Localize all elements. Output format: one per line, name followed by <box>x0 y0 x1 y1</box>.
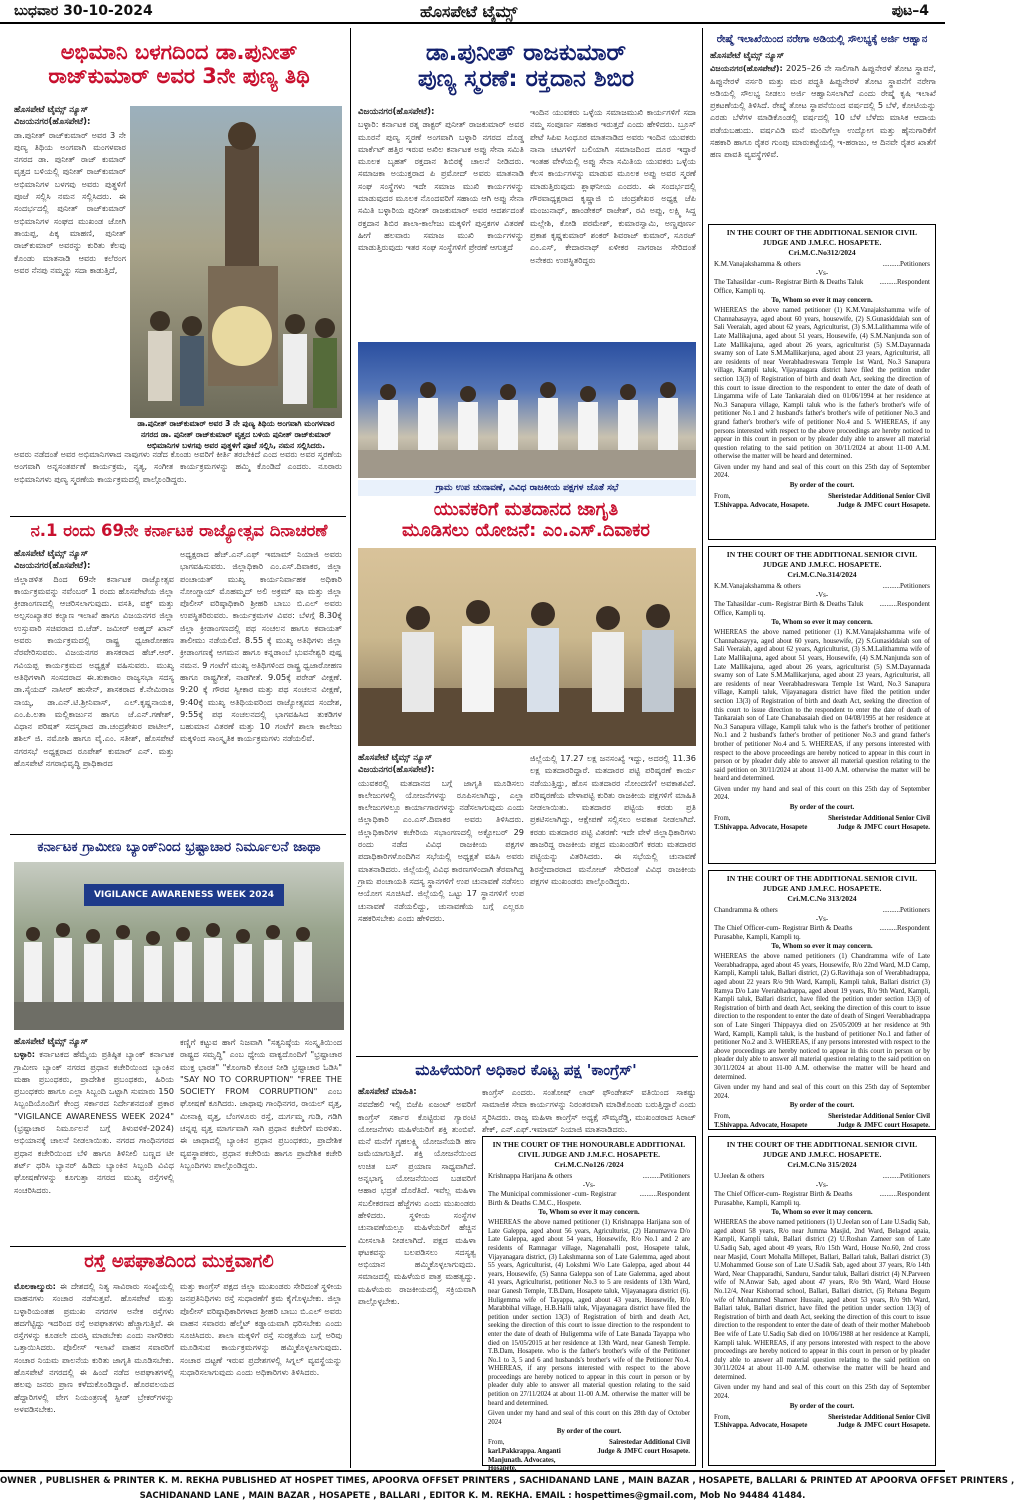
column-rule <box>702 28 703 1468</box>
article-8-body: ಹೊಸಪೇಟೆ ಟೈಮ್ಸ್ ನ್ಯೂಸ್ ವಿಜಯನಗರ(ಹೊಸಪೇಟೆ): 2025–26 ನೇ ಸಾಲಿಗಾಗಿ ಹಿಪ್ಪುನೇರಳೆ ತೋಟ ಸ್ಥಾಪನೆ, ಹಿಪ್ಪುನೇರಳೆ ನರ್ಸರಿ ಮತ್ತು ಮರ ಪದ್ಧತಿ ಹಿಪ್ಪುನೇರಳೆ ತೋಟ ಸ್ಥಾಪನೆಗೆ ನರೇಗಾ ಅಡಿಯಲ್ಲಿ ಸೌಲಭ್ಯ ನೀಡಲು ಅರ್ಜಿ ಆಹ್ವಾನಿಸಲಾಗಿದೆ ಎಂದು ರೇಷ್ಮೆ ಕೃಷಿ ಇಲಾಖೆ ಪ್ರಕಟಣೆಯಲ್ಲಿ ತಿಳಿಸಿದೆ. ರೇಷ್ಮೆ ತೋಟ ಸ್ಥಾಪನೆಯಿಂದ ವರ್ಷದಲ್ಲಿ 5 ಬೆಳೆ, ಕೋಟಿಯನ್ನು ಎರಡು ಬೆಳೆಗಳ ಮಾಡಿಕೊಂಡಲ್ಲಿ ವರ್ಷದಲ್ಲಿ 10 ಬೆಳೆ ಬೆಳೆದು ಮಾಸಿಕ ಆದಾಯ ಪಡೆಯಬಹುದು. ವರ್ಷವಿಡಿ ಮನೆ ಮಂದಿಗೆಲ್ಲಾ ಉದ್ಯೋಗ ಮತ್ತು ಹೈನುಗಾರಿಕೆಗೆ ಸಹಕಾರಿ ಹಾಗೂ ರೈತರ ಗುಂಪು ಮಾರುಕಟ್ಟೆಯಲ್ಲಿ ಇ-ಹರಾಜು, ಆ ದಿನವೇ ರೈತರ ಖಾತೆಗೆ ಹಣ ಪಾವತಿ ವ್ಯವಸ್ಥೆಗಳಿವೆ. <box>710 51 936 160</box>
footer-line-2: SACHIDANAND LANE , MAIN BAZAR , HOSAPETE , BALLARI , EDITOR K. M. REKHA. EMAIL : hospettimes@gmail.com, Mob No 94484 41484. <box>139 1491 806 1501</box>
article-6-headline: ಯುವಕರಿಗೆ ಮತದಾನದ ಜಾಗೃತಿ ಮೂಡಿಸಲು ಯೋಜನೆ: ಎಂ.ಎಸ್.ದಿವಾಕರ <box>402 499 650 541</box>
article-2-headline: ನ.1 ರಂದು 69ನೇ ಕರ್ನಾಟಕ ರಾಜ್ಯೋತ್ಸವ ದಿನಾಚರಣೆ <box>30 521 328 540</box>
article-7-headline: ಮಹಿಳೆಯರಿಗೆ ಅಧಿಕಾರ ಕೊಟ್ಟ ಪಕ್ಷ 'ಕಾಂಗ್ರೆಸ್' <box>415 1061 637 1079</box>
article-5-column-1: ವಿಜಯನಗರ(ಹೊಸಪೇಟೆ): ಬಳ್ಳಾರಿ: ಕರ್ನಾಟಕ ರತ್ನ ಡಾಕ್ಟರ್ ಪುನೀತ್ ರಾಜಕುಮಾರ್ ಅವರ ಮೂರನೆ ಪುಣ್ಯ ಸ್ಮರಣೆ ಅಂಗವಾಗಿ ಬಳ್ಳಾರಿ ನಗರದ ದೊಡ್ಡ ಮಾರ್ಕೆಟ್ ಹತ್ತಿರ ಇರುವ ಅಖಿಲ ಕರ್ನಾಟಕ ಅಪ್ಪು ಸೇನಾ ಸಮಿತಿ ಮೂಲಕ ಬೃಹತ್ ರಕ್ತದಾನ ಶಿಬಿರಕ್ಕೆ ಚಾಲನೆ ನೀಡಿದರು. ಸಮಾಜಕಾ ಅಯುಕ್ತರಾದ ಪಿ ಪ್ರಮೋದ್ ಅವರು ಮಾತನಾಡಿ ಸಂಘ ಸಂಸ್ಥೆಗಳು ಇದೇ ಸಮಾಜ ಮುಖಿ ಕಾರ್ಯಗಳನ್ನು ಮಾಡುವುದರ ಮೂಲಕ ನೊಂದವರಿಗೆ ಸಹಾಯ ಆಗಿ ಅಪ್ಪು ಸೇನಾ ಸಮಿತಿ ಬಳ್ಳಾರಿಯ ಪುನೀತ್ ರಾಜಕುಮಾರ್ ಅವರ ಆದರ್ಶದಂತೆ ರಕ್ತದಾನ ಶಿಬಿರ ಶಾಲಾ-ಕಾಲೇಜು ಮಕ್ಕಳಿಗೆ ಪುಸ್ತಕಗಳ ವಿತರಣೆ ಹೀಗೆ ಹಲವಾರು ಸಮಾಜ ಮುಖಿ ಕಾರ್ಯಗಳನ್ನು ಮಾಡುತ್ತಿರುವುದು ಇತರ ಸಂಘ ಸಂಸ್ಥೆಗಳಿಗೆ ಪ್ರೇರಣೆ ಆಗುತ್ತದೆ <box>358 107 524 253</box>
photo-banner: VIGILANCE AWARENESS WEEK 2024 <box>84 884 284 906</box>
section-rule <box>10 1246 346 1247</box>
article-5-headline: ಡಾ.ಪುನೀತ್ ರಾಜಕುಮಾರ್ ಪುಣ್ಯ ಸ್ಮರಣೆ: ರಕ್ತದಾನ ಶಿಬಿರ <box>417 40 635 93</box>
article-2-column-2: ಅಧ್ಯಕ್ಷರಾದ ಹೆಚ್.ಎನ್.ಎಫ್ ಇಮಾಮ್ ನಿಯಾಜಿ ಅವರು ಭಾಗವಹಿಸುವರು. ಜಿಲ್ಲಾಧಿಕಾರಿ ಎಂ.ಎಸ್.ದಿವಾಕರ, ಜಿಲ್ಲಾ ಪಂಚಾಯತ್ ಮುಖ್ಯ ಕಾರ್ಯನಿರ್ವಾಹಕ ಅಧಿಕಾರಿ ನೋಂಗ್ಜಾಯ್ ಮೊಹಮ್ಮದ್ ಅಲಿ ಅಕ್ರಮ್ ಷಾ ಮತ್ತು ಜಿಲ್ಲಾ ಪೊಲೀಸ್ ವರಿಷ್ಠಾಧಿಕಾರಿ ಶ್ರೀಹರಿ ಬಾಬು ಬಿ.ಎಲ್ ಅವರು ಉಪಸ್ಥಿತರಿರುವರು. ಕಾರ್ಯಕ್ರಮಗಳ ವಿವರ: ಬೆಳಗ್ಗೆ 8.30ಕ್ಕೆ ಜಿಲ್ಲಾ ಕ್ರೀಡಾಂಗಣದಲ್ಲಿ ಪಥ ಸಂಚಲನ ಹಾಗೂ ಕವಾಯತ್ ತಾಲೀಮು ನಡೆಯಲಿದೆ. 8.55 ಕ್ಕೆ ಮುಖ್ಯ ಅತಿಥಿಗಳು ಜಿಲ್ಲಾ ಕ್ರೀಡಾಂಗಣಕ್ಕೆ ಆಗಮನ ಹಾಗೂ ಕನ್ನಡಾಂಬೆ ಭುವನೇಶ್ವರಿ ಪುಷ್ಪ ನಮನ. 9 ಗಂಟೆಗೆ ಮುಖ್ಯ ಅತಿಥಿಗಳಿಂದ ರಾಷ್ಟ್ರ ಧ್ವಜಾರೋಹಣ ಹಾಗೂ ರಾಷ್ಟ್ರಗೀತೆ, ನಾಡಗೀತೆ. 9.05ಕ್ಕೆ ಪರೇಡ್ ವೀಕ್ಷಣೆ. 9:20 ಕ್ಕೆ ಗೌರವ ಸ್ವೀಕಾರ ಮತ್ತು ಪಥ ಸಂಚಲನ ವೀಕ್ಷಣೆ, 9:40ಕ್ಕೆ ಮುಖ್ಯ ಅತಿಥಿಯವರಿಂದ ರಾಜ್ಯೋತ್ಸವದ ಸಂದೇಶ, 9:55ಕ್ಕೆ ಪಥ ಸಂಚಲನದಲ್ಲಿ ಭಾಗವಹಿಸಿದ ತುಕಡಿಗಳ ಬಹುಮಾನ ವಿತರಣೆ ಮತ್ತು 10 ಗಂಟೆಗೆ ಶಾಲಾ ಕಾಲೇಜು ಮಕ್ಕಳಿಂದ ಸಾಂಸ್ಕೃತಿಕ ಕಾರ್ಯಕ್ರಮಗಳು ನಡೆಯಲಿವೆ. <box>180 549 342 744</box>
article-1-photo <box>130 106 342 418</box>
article-1-caption: ಡಾ.ಪುನೀತ್ ರಾಜ್‌ಕುಮಾರ್ ಅವರ 3 ನೇ ಪುಣ್ಯ ತಿಥಿಯ ಅಂಗವಾಗಿ ಮಂಗಳವಾರ ನಗರದ ಡಾ. ಪುನೀತ್ ರಾಜ್‌ಕುಮಾರ್ ವೃತ್ತದ ಬಳಿಯ ಪುನೀತ್ ರಾಜ್‌ಕುಮಾರ್ ಅಭಿಮಾನಿಗಳ ಬಳಗವು ಅವರ ಪುತ್ಥಳಿಗೆ ಪೂಜೆ ಸಲ್ಲಿಸಿ, ನಮನ ಸಲ್ಲಿಸಿದರು. <box>130 418 342 464</box>
section-rule <box>10 834 346 835</box>
article-8-headline: ರೇಷ್ಮೆ ಇಲಾಖೆಯಿಂದ ನರೇಗಾ ಅಡಿಯಲ್ಲಿ ಸೌಲಭ್ಯಕ್ಕೆ ಅರ್ಜಿ ಆಹ್ವಾನ <box>716 34 928 45</box>
article-5-photo <box>358 342 696 478</box>
masthead <box>0 0 945 24</box>
column-rule <box>350 28 351 1468</box>
article-2-column-1: ಹೊಸಪೇಟೆ ಟೈಮ್ಸ್ ನ್ಯೂಸ್ ವಿಜಯನಗರ(ಹೊಸಪೇಟೆ): ಜಿಲ್ಲಾಡಳಿತ ದಿಂದ 69ನೇ ಕರ್ನಾಟಕ ರಾಜ್ಯೋತ್ಸವ ಕಾರ್ಯಕ್ರಮವನ್ನು ನವೆಂಬರ್ 1 ರಂದು ಹೊಸಪೇಟೆಯ ಜಿಲ್ಲಾ ಕ್ರೀಡಾಂಗಣದಲ್ಲಿ ಆಚರಿಸಲಾಗುವುದು. ವಸತಿ, ವಕ್ಫ್ ಮತ್ತು ಅಲ್ಪಸಂಖ್ಯಾತರ ಕಲ್ಯಾಣ ಇಲಾಖೆ ಹಾಗೂ ವಿಜಯನಗರ ಜಿಲ್ಲಾ ಉಸ್ತುವಾರಿ ಸಚಿವರಾದ ಬಿ.ಜೆಡ್. ಜಮೀರ್ ಅಹ್ಮದ್ ಖಾನ್ ಅವರು ಕಾರ್ಯಕ್ರಮದಲ್ಲಿ ರಾಷ್ಟ್ರ ಧ್ವಜಾರೋಹಣ ನೆರವೇರಿಸುವರು. ವಿಜಯನಗರ ಶಾಸಕರಾದ ಹೆಚ್.ಆರ್. ಗವಿಯಪ್ಪ ಕಾರ್ಯಕ್ರಮದ ಅಧ್ಯಕ್ಷತೆ ವಹಿಸುವರು. ಮುಖ್ಯ ಅತಿಥಿಗಳಾಗಿ ಸಂಸದರಾದ ಈ.ತುಕಾರಾಂ ರಾಜ್ಯಸಭಾ ಸದಸ್ಯ ಡಾ.ಸೈಯದ್ ನಾಸೀರ್ ಹುಸೇನ್, ಶಾಸಕರಾದ ಕೆ.ನೇಮಿರಾಜ ನಾಯ್ಕ, ಡಾ.ಎನ್.ಟಿ.ಶ್ರೀನಿವಾಸ್, ಎಲ್.ಕೃಷ್ಣನಾಯಕ, ಎಂ.ಪಿ.ಲತಾ ಮಲ್ಲಿಕಾರ್ಜುನ ಹಾಗೂ ಜೆ.ಎನ್.ಗಣೇಶ್, ವಿಧಾನ ಪರಿಷತ್ ಸದಸ್ಯರಾದ ಡಾ.ಚಂದ್ರಶೇಖರ ಪಾಟೀಲ್, ಶಶಿಲ್ ಜಿ. ನಮೋಶಿ ಹಾಗೂ ವೈ.ಎಂ. ಸತೀಶ್, ಹೊಸಪೇಟೆ ನಗರಸಭೆ ಅಧ್ಯಕ್ಷರಾದ ರೂಪೇಶ್ ಕುಮಾರ್ ಎನ್. ಮತ್ತು ಹೊಸಪೇಟೆ ನಗರಾಭಿವೃದ್ಧಿ ಪ್ರಾಧಿಕಾರದ <box>14 549 174 769</box>
article-3-headline: ಕರ್ನಾಟಕ ಗ್ರಾಮೀಣ ಬ್ಯಾಂಕ್‌ನಿಂದ ಭ್ರಷ್ಟಾಚಾರ ನಿರ್ಮೂಲನೆ ಜಾಥಾ <box>37 839 321 855</box>
paper-name: ಹೊಸಪೇಟೆ ಟೈಮ್ಸ್ <box>420 2 518 21</box>
article-3-photo <box>14 862 344 1030</box>
article-1-side-text: ಹೊಸಪೇಟೆ ಟೈಮ್ಸ್ ನ್ಯೂಸ್ ವಿಜಯನಗರ(ಹೊಸಪೇಟೆ): ಡಾ.ಪುನೀತ್ ರಾಜ್‌ಕುಮಾರ್ ಅವರ 3 ನೇ ಪುಣ್ಯ ತಿಥಿಯ ಅಂಗವಾಗಿ ಮಂಗಳವಾರ ನಗರದ ಡಾ. ಪುನೀತ್ ರಾಜ್ ಕುಮಾರ್ ವೃತ್ತದ ಬಳಿಯಲ್ಲಿ ಪುನೀತ್ ರಾಜ್‌ಕುಮಾರ್ ಅಭಿಮಾನಿಗಳ ಬಳಗವು ಅವರು ಪುತ್ಥಳಿಗೆ ಪೂಜೆ ಸಲ್ಲಿಸಿ ನಮನ ಸಲ್ಲಿಸಿದರು. ಈ ಸಂದರ್ಭದಲ್ಲಿ ಪುನೀತ್ ರಾಜ್‌ಕುಮಾರ್ ಅಭಿಮಾನಿಗಳ ಸಂಘದ ಮುಖಂಡ ಜೋಗಿ ತಾಯಪ್ಪ, ಪಿಕ್ಕ ಮಾಹಣಿ, ಪುನೀತ್ ರಾಜ್‌ಕುಮಾರ್ ಅವರನ್ನು ಕುರಿತು ಕೆಲವು ಕೊಂಡು ಮಾತನಾಡಿ ಆವರು ಕಲೆರಂಗ ಅವರ ನೆನಪು ನಮ್ಮನ್ನು ಸದಾ ಕಾಡುತ್ತಿದೆ, <box>14 105 126 275</box>
footer-line-1: OWNER , PUBLISHER & PRINTER K. M. REKHA PUBLISHED AT HOSPET TIMES, APOORVA OFFSET PRINTERS , SACHIDANAND LANE , MAIN BAZAR , HOSAPETE, BALLARI & PRINTED AT APOORVA OFFSET PRINTERS , <box>0 1476 1014 1486</box>
court-notice: IN THE COURT OF THE ADDITIONAL SENIOR CIVIL JUDGE AND J.M.F.C. HOSAPETE. Cri.M.C.No 313/2024 Chandramma & others ..........Petitioners -Vs- The Chief Officer-cum- Registrar Birth & Deaths Purasabhe, Kampli, Kampli tq. ..........Respondent To, Whom so ever it may concern. WHEREAS the above named petitioners (1) Chandramma wife of Late Veerabhadrappa, aged about 45 years, Housewife, R/o 22nd Ward, M.D Camp, Kampli, Kampli taluk, Ballari district, (2) G.Ravithaja son of Veerabhadrappa, aged about 22 years R/o 9th Ward, Kampli, Kampli taluk, Ballari district (3) Ramya D/o Late Veerabhadrappa, aged about 19 years, R/o 9th Ward, Kampli, Kampli taluk, Ballari district, have filed the petition under section 13(3) of Registration of birth and death Act, seeking the direction of this court to issue direction to the respondent to enter the date of death of Singeri Veerabhadrappa son of Late Singeri Thippayya died on 25/05/2009 at her residence at 9th Ward, Kampli, Kampli taluk, is the husband of petitioner No.1 and father of petitioner No.2 and 3. WHEREAS, if any persons interested with respect to the above proceedings are hereby noticed to appear in this court in person or by pleader duly able to answer all material question relating to the said petition on 30/11/2024 at about 11-00 A.M. otherwise the matter will be heard and determined. Given under my hand and seal of this court on this 25th day of September 2024. By order of the court. From, T.Shivappa. Advocate, Hosapete Sheristedar Additional Senior Civil Judge & JMFC court Hosapete. <box>708 870 936 1130</box>
imprint-footer <box>0 1470 1014 1504</box>
article-5-caption: ಗ್ರಾಮ ಉಪ ಚುನಾವಣೆ, ವಿವಿಧ ರಾಜಕೀಯ ಪಕ್ಷಗಳ ಜೊತೆ ಸಭೆ <box>358 480 696 496</box>
photo-illustration <box>358 342 696 478</box>
page-number: ಪುಟ–4 <box>891 3 929 19</box>
court-notice: IN THE COURT OF THE ADDITIONAL SENIOR CIVIL JUDGE AND J.M.F.C. HOSAPETE. Cri.M.C.No.314/2024 K.M.Vanajakshamma & others ..........Petitioners -Vs- The Tahasildar -cum- Registrar Birth & Deaths Taluk Office, Kampli tq. ..........Respondent To, Whom so ever it may concern. WHEREAS the above named petitioner (1) K.M.Vanajakshamma wife of Channabasayya, aged about 60 years, housewife, (2) S.Gunasiddaiah son of Sali Veeraiah, aged about 62 years, Agriculturist, (3) S.M.Lalithamma wife of Late Mallikajuna, aged about 51 years, Housewife, (4) S.M.Nanjunda son of Late Mallikajuna, aged about 26 years, agriculturist (5) S.M.Dayannada swamy son of Late S.M.Mallikarjuna, aged about 23 years, Agriculturist, all are residents of near Veerabhadreswara Temple 1st Ward, No.3 Sanapura village, Kampli taluk, Vijayanagara district have filed the petition under section 13(3) of Registration of birth and death Act, seeking the direction of this court to issue direction to the respondent to enter the date of death of Tankaraiah son of Late Chanabasaiah died on 04/08/1995 at her residence at No.3 Sanapura village, Kampli taluk who is the father's brother of petitioner No.1 and 2 husband's father's brother of petitioner No.3 and grand father's brother of petitioner No.4 and 5. WHEREAS, if any persons interested with respect to the above proceedings are hereby noticed to appear in this court in person or by pleader duly able to answer all material question relating to the said petition on 30/11/2024 at about 11-00 A.M. otherwise the matter will be heard and determined. Given under my hand and seal of this court on this 25th day of September 2024. By order of the court. From, T.Shivappa. Advocate, Hosapete Sheristedar Additional Senior Civil Judge & JMFC court Hosapete. <box>708 546 936 864</box>
photo-illustration <box>14 862 344 1030</box>
article-4-column-1: ಮೊಲಕಾಲ್ಮುರು: ಈ ದೇಶದಲ್ಲಿ ನಿತ್ಯ ಸಾವಿರಾರು ಸಂಖ್ಯೆಯಲ್ಲಿ ವಾಹನಗಳು ಸಂಚಾರ ನಡೆಸುತ್ತವೆ. ಹೊಸಪೇಟೆ ಮತ್ತು ಬಳ್ಳಾರಿಯಂತಹ ಪ್ರಮುಖ ನಗರಗಳ ಅನೇಕ ರಸ್ತೆಗಳು ಹದಗೆಟ್ಟಿದ್ದು ಇದರಿಂದ ರಸ್ತೆ ಅಪಘಾತಗಳು ಹೆಚ್ಚಾಗುತ್ತಿವೆ. ಈ ರಸ್ತೆಗಳನ್ನು ಕೂಡಲೇ ದುರಸ್ತಿ ಮಾಡಬೇಕು ಎಂದು ನಾಗರಿಕರು ಒತ್ತಾಯಿಸಿದರು. ಪೊಲೀಸ್ ಇಲಾಖೆ ವಾಹನ ಸವಾರರಿಗೆ ಸಂಚಾರ ನಿಯಮ ಪಾಲನೆಯ ಕುರಿತು ಜಾಗೃತಿ ಮೂಡಿಸಬೇಕು. ಹೊಸಪೇಟೆ ನಗರದಲ್ಲಿ ಈ ಹಿಂದೆ ನಡೆದ ಅಪಘಾತಗಳಲ್ಲಿ ಹಲವು ಜನರು ಪ್ರಾಣ ಕಳೆದುಕೊಂಡಿದ್ದಾರೆ. ಹೊರವಲಯದ ಹೆದ್ದಾರಿಗಳಲ್ಲಿ ವೇಗ ನಿಯಂತ್ರಣಕ್ಕೆ ಸ್ಪೀಡ್ ಬ್ರೇಕರ್‌ಗಳನ್ನು ಅಳವಡಿಸಬೇಕು. <box>14 1281 174 1414</box>
article-6-column-2: ಜಿಲ್ಲೆಯಲ್ಲಿ 17.27 ಲಕ್ಷ ಜನಸಂಖ್ಯೆ ಇದ್ದು, ಅದರಲ್ಲಿ 11.36 ಲಕ್ಷ ಮತದಾರರಿದ್ದಾರೆ. ಮತದಾರರ ಪಟ್ಟಿ ಪರಿಷ್ಕರಣೆ ಕಾರ್ಯ ನಡೆಯುತ್ತಿದ್ದು, ಹೊಸ ಮತದಾರರ ನೋಂದಣಿಗೆ ಅವಕಾಶವಿದೆ. ಪರಿಷ್ಕರಣೆಯ ವೇಳಾಪಟ್ಟಿ ಕುರಿತು ರಾಜಕೀಯ ಪಕ್ಷಗಳಿಗೆ ಮಾಹಿತಿ ನೀಡಲಾಯಿತು. ಮತದಾರರ ಪಟ್ಟಿಯ ಕರಡು ಪ್ರತಿ ಪ್ರಕಟಿಸಲಾಗಿದ್ದು, ಆಕ್ಷೇಪಣೆ ಸಲ್ಲಿಸಲು ಅವಕಾಶ ನೀಡಲಾಗಿದೆ. ಕರಡು ಮತದಾರರ ಪಟ್ಟಿ ವಿತರಣೆ: ಇದೇ ವೇಳೆ ಜಿಲ್ಲಾಧಿಕಾರಿಗಳು ಹಾಜರಿದ್ದ ರಾಜಕೀಯ ಪಕ್ಷದ ಮುಖಂಡರಿಗೆ ಕರಡು ಮತದಾರರ ಪಟ್ಟಿಯನ್ನು ವಿತರಿಸಿದರು. ಈ ಸಭೆಯಲ್ಲಿ ಚುನಾವಣೆ ಶಿರಸ್ತೇದಾರರಾದ ಮನೋಜ್ ಸೇರಿದಂತೆ ವಿವಿಧ ರಾಜಕೀಯ ಪಕ್ಷಗಳ ಮುಖಂಡರು ಪಾಲ್ಗೊಂಡಿದ್ದರು. <box>530 753 696 886</box>
article-4-headline: ರಸ್ತೆ ಅಪಘಾತದಿಂದ ಮುಕ್ತವಾಗಲಿ <box>84 1251 274 1272</box>
section-rule <box>10 516 346 517</box>
article-1-headline: ಅಭಿಮಾನಿ ಬಳಗದಿಂದ ಡಾ.ಪುನೀತ್ ರಾಜ್‌ಕುಮಾರ್ ಅವರ 3ನೇ ಪುಣ್ಯ ತಿಥಿ <box>48 40 310 89</box>
article-6-column-1: ಹೊಸಪೇಟೆ ಟೈಮ್ಸ್ ನ್ಯೂಸ್ ವಿಜಯನಗರ(ಹೊಸಪೇಟೆ): ಯುವಕರಲ್ಲಿ ಮತದಾನದ ಬಗ್ಗೆ ಜಾಗೃತಿ ಮೂಡಿಸಲು ಕಾಲೇಜುಗಳಲ್ಲಿ ಯೋಜನೆಗಳನ್ನು ರೂಪಿಸಲಾಗಿದ್ದು, ಎಲ್ಲಾ ಕಾಲೇಜುಗಳಲ್ಲೂ ಕಾರ್ಯಾಗಾರಗಳನ್ನು ನಡೆಸಲಾಗುವುದು ಎಂದು ಜಿಲ್ಲಾಧಿಕಾರಿ ಎಂ.ಎಸ್.ದಿವಾಕರ ಅವರು ತಿಳಿಸಿದರು. ಜಿಲ್ಲಾಧಿಕಾರಿಗಳ ಕಚೇರಿಯ ಸಭಾಂಗಣದಲ್ಲಿ ಅಕ್ಟೋಬರ್ 29 ರಂದು ನಡೆದ ವಿವಿಧ ರಾಜಕೀಯ ಪಕ್ಷಗಳ ಪದಾಧಿಕಾರಿಗಳೊಂದಿಗಿನ ಸಭೆಯಲ್ಲಿ ಅಧ್ಯಕ್ಷತೆ ವಹಿಸಿ ಅವರು ಮಾತನಾಡಿದರು. ಜಿಲ್ಲೆಯಲ್ಲಿ ವಿವಿಧ ಕಾರಣಗಳಿಂದಾಗಿ ತೆರವಾಗಿದ್ದ ಗ್ರಾಮ ಪಂಚಾಯತಿ ಸದಸ್ಯ ಸ್ಥಾನಗಳಿಗೆ ಉಪ ಚುನಾವಣೆ ನಡೆಸಲು ಆಯೋಗ ಸೂಚಿಸಿದೆ. ಜಿಲ್ಲೆಯಲ್ಲಿ ಒಟ್ಟು 17 ಸ್ಥಾನಗಳಿಗೆ ಉಪ ಚುನಾವಣೆ ನಡೆಯಲಿದ್ದು, ಚುನಾವಣೆಯ ಬಗ್ಗೆ ಎಲ್ಲರೂ ಸಹಕರಿಸಬೇಕು ಎಂದು ಹೇಳಿದರು. <box>358 753 524 923</box>
court-notice: IN THE COURT OF THE ADDITIONAL SENIOR CIVIL JUDGE AND J.M.F.C. HOSAPETE. Cri.M.C.No 315/2024 U.Jeelan & others ..........Petitioners -Vs- The Chief Officer-cum- Registrar Birth & Deaths Purasabhe, Kampli, Kampli tq. ..........Respondent To, Whom so ever it may concern. WHEREAS the above named petitioners (1) U.Jeelan son of Late U.Sadiq Sab, aged about 58 years, R/o near Jumma Masjid, 2nd Ward, Belagod apaia, Kampli, Kampli taluk, Ballari district (2) U.Roshan Zameer son of Late U.Sadiq Sab, aged about 49 years, R/o 15th Ward, House No.60, 2nd cross near Masjid, Court Mohalla Millepet, Ballari, Ballari taluk, Ballari district (3) U.Mohammed Gouse son of Late U.Sadik Sab, aged about 37 years, R/o 14th Ward, Near Chapparadhi, Sanduru, Sandur taluk, Ballari district (4) N.Parveen wife of N.Anwar Sab, aged about 47 years, R/o 9th Ward, Ward House No.12/4, Near Kishorrad school, Ballari, Ballari district, (5) Rehana Begum wife of Mohammed Shameer Hussain, aged about 53 years, R/o 9th Ward, Ballari taluk, Ballari district, have filed the petition under section 13(3) of Registration of birth and death Act, seeking the direction of this court to issue direction to the respondent to enter the date of death of their mother Maheboob Bee wife of Late U.Sadiq Sab died on 10/06/1988 at her residence at Kampli, Kampli taluk. WHEREAS, if any persons interested with respect to the above proceedings are hereby noticed to appear in this court in person or by pleader duly able to answer all material question relating to the said petition on 30/11/2024 at about 11-00 A.M. otherwise the matter will be heard and determined. Given under my hand and seal of this court on this 25th day of September 2024. By order of the court. From, T.Shivappa. Advocate, Hosapete Sheristedar Additional Senior Civil Judge & JMFC court Hosapete. <box>708 1136 936 1466</box>
article-7-column-2: ಕಾಂಗ್ರೆಸ್ ಎಂದರು. ಸಂತೋಷ್ ಲಾಡ್ ಫೌಂಡೇಶನ್ ವತಿಯಿಂದ ಸಾಕಷ್ಟು ಸಾಮಾಜಿಕ ಸೇವಾ ಕಾರ್ಯಗಳನ್ನು ನಿರಂತರವಾಗಿ ಮಾಡಿಕೊಂಡು ಬರುತ್ತಿದ್ದಾರೆ ಎಂದು ಸ್ಮರಿಸಿದರು. ರಾಜ್ಯ ಮಹಿಳಾ ಕಾಂಗ್ರೆಸ್ ಅಧ್ಯಕ್ಷೆ ಸೌಮ್ಯರೆಡ್ಡಿ, ಮುಖಂಡರಾದ ಸಿರಾಜ್ ಶೇಕ್, ಎನ್.ಎಫ್.ಇಮಾಮ್ ನಿಯಾಜಿ ಮಾತನಾಡಿದರು. <box>482 1087 696 1134</box>
article-6-photo <box>358 548 696 746</box>
article-7-column-1: ಹೊಸಪೇಟೆ ಮಾಹಿತಿ: ನವದೆಹಲಿ ಇಲ್ಲಿ ಬಿಜೆಪಿ ಏಜಂಟ್ ಅವರಿಗೆ ಕಾಂಗ್ರೆಸ್ ಸರ್ಕಾರ ಕೊಟ್ಟಿರುವ ಗ್ಯಾರಂಟಿ ಯೋಜನೆಗಳು ಮಹಿಳೆಯರಿಗೆ ಶಕ್ತಿ ತುಂಬಿವೆ. ಮನೆ ಮನೆಗೆ ಗೃಹಲಕ್ಷ್ಮಿ ಯೋಜನೆಯಡಿ ಹಣ ಜಮೆಯಾಗುತ್ತಿದೆ. ಶಕ್ತಿ ಯೋಜನೆಯಿಂದ ಉಚಿತ ಬಸ್ ಪ್ರಯಾಣ ಸಾಧ್ಯವಾಗಿದೆ. ಅನ್ನಭಾಗ್ಯ ಯೋಜನೆಯಿಂದ ಬಡವರಿಗೆ ಆಹಾರ ಭದ್ರತೆ ದೊರೆತಿದೆ. ಇವೆಲ್ಲ ಮಹಿಳಾ ಸಬಲೀಕರಣದ ಹೆಜ್ಜೆಗಳು ಎಂದು ಮುಖಂಡರು ಹೇಳಿದರು. ಸ್ಥಳೀಯ ಸಂಸ್ಥೆಗಳ ಚುನಾವಣೆಯಲ್ಲೂ ಮಹಿಳೆಯರಿಗೆ ಹೆಚ್ಚಿನ ಮೀಸಲಾತಿ ನೀಡಲಾಗಿದೆ. ಪಕ್ಷದ ಮಹಿಳಾ ಘಟಕವನ್ನು ಬಲಪಡಿಸಲು ಸದಸ್ಯತ್ವ ಅಭಿಯಾನ ಹಮ್ಮಿಕೊಳ್ಳಲಾಗುವುದು. ಸಮಾಜದಲ್ಲಿ ಮಹಿಳೆಯರ ಪಾತ್ರ ಮಹತ್ವದ್ದು. ಮಹಿಳೆಯರು ರಾಜಕೀಯದಲ್ಲಿ ಸಕ್ರಿಯವಾಗಿ ಪಾಲ್ಗೊಳ್ಳಬೇಕು. <box>358 1087 476 1307</box>
court-notice: IN THE COURT OF THE ADDITIONAL SENIOR CIVIL JUDGE AND J.M.F.C. HOSAPETE. Cri.M.C.No312/2024 K.M.Vanajakshamma & others ..........Petitioners -Vs- The Tahasildar -cum- Registrar Birth & Deaths Taluk Office, Kampli tq. ..........Respondent To, Whom so ever it may concern. WHEREAS the above named petitioner (1) K.M.Vanajakshamma wife of Channabasayya, aged about 60 years, housewife, (2) S.Gunasiddaiah son of Sali Veeraiah, aged about 62 years, Agriculturist, (3) S.M.Lalithamma wife of Late Mallikajuna, aged about 51 years, Housewife, (4) S.M.Nanjunda son of Late Mallikajuna, aged about 26 years, agriculturist (5) S.M.Dayannada swamy son of Late S.M.Mallikarjuna, aged about 23 years, Agriculturist, all are residents of near Veerabhadreswara Temple 1st Ward, No.3 Sanapura village, Kampli taluk, Vijayanagara district have filed the petition under section 13(3) of Registration of birth and death Act, seeking the direction of this court to issue direction to the respondent to enter the date of death of Lingamma wife of Late Tankaraiah died on 01/06/1994 at her residence at No.3 Sanapura village, Kampli taluk who is the father's brother's wife of petitioner No.1 and 2 husband's father's brother's wife of petitioner No.3 and grand father's brother's wife of petitioner No.4 and 5. WHEREAS, if any persons interested with respect to the above proceedings are hereby noticed to appear in this court in person or by pleader duly able to answer all material question relating to the said petition on 30/11/2024 at about 11-00 A.M. otherwise the matter will be heard and determined. Given under my hand and seal of this court on this 25th day of September 2024. By order of the court. From, T.Shivappa. Advocate, Hosapete. Sheristedar Additional Senior Civil Judge & JMFC court Hosapete. <box>708 224 936 540</box>
photo-illustration <box>130 106 342 418</box>
article-1-body: ಅವರು ನಡೆದಂತೆ ಅವರ ಅಭಿಮಾನಿಗಳಾದ ನಾವುಗಳು ನಡೆದ ಕೊಂಡು ಅವರಿಗೆ ಕೀರ್ತಿ ತರಬೇಕಿದೆ ಎಂದ ಅವರು ಅವರ ಸ್ಮರಣೆಯ ಅಂಗವಾಗಿ ಅನ್ನಸಂತರ್ಪಣೆ ಕಾರ್ಯಕ್ರಮ, ನೃತ್ಯ, ಸಂಗೀತ ಕಾರ್ಯಕ್ರಮಗಳನ್ನು ಹಮ್ಮಿ ಕೊಂಡಿದೆ ಎಂದರು. ನೂರಾರು ಅಭಿಮಾನಿಗಳು ಪುಣ್ಯ ಸ್ಮರಣೆಯ ಕಾರ್ಯಕ್ರಮದಲ್ಲಿ ಪಾಲ್ಗೊಂಡಿದ್ದರು. <box>14 449 342 484</box>
photo-illustration <box>358 548 696 746</box>
article-3-column-1: ಹೊಸಪೇಟೆ ಟೈಮ್ಸ್ ನ್ಯೂಸ್ ಬಳ್ಳಾರಿ: ಕರ್ನಾಟಕದ ಹೆಮ್ಮೆಯ ಪ್ರತಿಷ್ಠಿತ ಬ್ಯಾಂಕ್ ಕರ್ನಾಟಕ ಗ್ರಾಮೀಣ ಬ್ಯಾಂಕ್ ನಗರದ ಪ್ರಧಾನ ಕಚೇರಿಯಿಂದ ಬ್ಯಾಂಕಿನ ಮಹಾ ಪ್ರಬಂಧಕರು, ಪ್ರಾದೇಶಿಕ ಪ್ರಬಂಧಕರು, ಹಿರಿಯ ಪ್ರಬಂಧಕರು ಹಾಗೂ ಎಲ್ಲಾ ಸಿಬ್ಬಂದಿ ಒಟ್ಟಾಗಿ ಸುಮಾರು 150 ಸಿಬ್ಬಂದಿಯೊಂದಿಗೆ ಕೇಂದ್ರ ಸರ್ಕಾರದ ನಿರ್ದೇಶನದಂತೆ ಪ್ರಕಾರ "VIGILANCE AWARENESS WEEK 2024"(ಭ್ರಷ್ಟಾಚಾರ ನಿರ್ಮೂಲನೆ ಬಗ್ಗೆ ತಿಳುವಳಿಕೆ-2024) ಅಭಿಯಾನಕ್ಕೆ ಚಾಲನೆ ನೀಡಲಾಯಿತು. ನಗರದ ಗಾಂಧಿನಗರದ ಪ್ರಧಾನ ಕಚೇರಿಯಿಂದ ಬೆಳಿ ಹಾಗೂ ತಿಳಿನೀಲಿ ಬಣ್ಣದ ಟೀ ಶರ್ಟ್ ಧರಿಸಿ ಬ್ಯಾನರ್ ಹಿಡಿದು ಬ್ಯಾಂಕಿನ ಸಿಬ್ಬಂದಿ ವಿವಿಧ ಘೋಷಣೆಗಳನ್ನು ಕೂಗುತ್ತಾ ನಗರದ ಮುಖ್ಯ ರಸ್ತೆಗಳಲ್ಲಿ ಸಂಚರಿಸಿದರು. <box>14 1037 174 1195</box>
article-4-column-2: ಮತ್ತು ಕಾಂಗ್ರೆಸ್ ಪಕ್ಷದ ಜಿಲ್ಲಾ ಮುಖಂಡರು ಸೇರಿದಂತೆ ಸ್ಥಳೀಯ ಜನಪ್ರತಿನಿಧಿಗಳು ರಸ್ತೆ ಸುಧಾರಣೆಗೆ ಕ್ರಮ ಕೈಗೊಳ್ಳಬೇಕು. ಜಿಲ್ಲಾ ಪೊಲೀಸ್ ವರಿಷ್ಠಾಧಿಕಾರಿಗಳಾದ ಶ್ರೀಹರಿ ಬಾಬು ಬಿ.ಎಲ್ ಅವರು ವಾಹನ ಸವಾರರು ಹೆಲ್ಮೆಟ್ ಕಡ್ಡಾಯವಾಗಿ ಧರಿಸಬೇಕು ಎಂದು ಸೂಚಿಸಿದರು. ಶಾಲಾ ಮಕ್ಕಳಿಗೆ ರಸ್ತೆ ಸುರಕ್ಷತೆಯ ಬಗ್ಗೆ ಅರಿವು ಮೂಡಿಸುವ ಕಾರ್ಯಕ್ರಮಗಳನ್ನು ಹಮ್ಮಿಕೊಳ್ಳಲಾಗುವುದು. ಸಂಚಾರ ದಟ್ಟಣೆ ಇರುವ ಪ್ರದೇಶಗಳಲ್ಲಿ ಸಿಗ್ನಲ್ ವ್ಯವಸ್ಥೆಯನ್ನು ಸುಧಾರಿಸಲಾಗುವುದು ಎಂದು ಅಧಿಕಾರಿಗಳು ತಿಳಿಸಿದರು. <box>180 1281 342 1378</box>
article-5-column-2: ಇಂದಿನ ಯುವಕರು ಒಳ್ಳೆಯ ಸಮಾಜಮುಖಿ ಕಾರ್ಯಗಳಿಗೆ ಸದಾ ನಮ್ಮ ಸಂಪೂರ್ಣ ಸಹಕಾರ ಇರುತ್ತದೆ ಎಂದು ಹೇಳಿದರು. ಬ್ರೂಸ್ ಪೇಟೆ ಸಿಪಿಐ ಸಿಂಧೂರ ಮಾತನಾಡಿದ ಅವರು ಇಂದಿನ ಯುವಕರು ನಾನಾ ಚಟಗಳಿಗೆ ಬಲಿಯಾಗಿ ಸಮಾಜದಿಂದ ದೂರ ಇದ್ದಾರೆ ಇಂತಹ ವೇಳೆಯಲ್ಲಿ ಅಪ್ಪು ಸೇನಾ ಸಮಿತಿಯ ಯುವಕರು ಒಳ್ಳೆಯ ಕೆಲಸ ಕಾರ್ಯಗಳನ್ನು ಮಾಡುವ ಮೂಲಕ ಅಪ್ಪು ಅವರ ಸ್ಮರಣೆ ಮಾಡುತ್ತಿರುವುದು ಶ್ಲಾಘನೀಯ ಎಂದರು. ಈ ಸಂದರ್ಭದಲ್ಲಿ ಗೌರವಾಧ್ಯಕ್ಷರಾದ ಕೃಷ್ಣಾಜಿ ಬಿ ಚಂದ್ರಶೇಖರ ಅಧ್ಯಕ್ಷ ಜೆಪಿ ಮಂಜುನಾಥ್, ಹಾಂಡೇಕರ್ ರಾಜೇಶ್, ರವಿ ಅಪ್ಪು, ಲಕ್ಷ್ಮಿ ಸಿದ್ದ ಮಲ್ಲೇಶಿ, ಕೋಡಿ ಪರಮೇಶ್, ಕುಮಾರಸ್ವಾಮಿ, ಅಣ್ಣಪೂರ್ಣ ಪ್ರಕಾಶ ಕೃಷ್ಣಕುಮಾರ್ ಶಂಕರ್ ಶಿವರಾಜ್ ಕುಮಾರ್, ಸೂರಜ್ ಎಂ.ಎಸ್, ಕೇದಾರನಾಥ್ ಏಳೀಕರ ನಾಗರಾಜ ಸೇರಿದಂತೆ ಅನೇಕರು ಉಪಸ್ಥಿತರಿದ್ದರು <box>530 107 696 265</box>
issue-date: ಬುಧವಾರ 30-10-2024 <box>14 3 153 19</box>
article-3-column-2: ಕಣ್ಣಿಗೆ ಕಟ್ಟುವ ಹಾಗೆ ನಿಜವಾಗಿ "ಸತ್ಯನಿಷ್ಠೆಯ ಸಂಸ್ಕೃತಿಯಿಂದ ರಾಷ್ಟ್ರದ ಸಮೃದ್ಧಿ" ಎಂಬ ಧ್ಯೇಯ ವಾಕ್ಯದೊಂದಿಗೆ "ಭ್ರಷ್ಟಾಚಾರ ಮುಕ್ತ ಭಾರತ" "ಕೊಂಗಾರಿ ಕೊಂಚ ನೀಡಿ ಭ್ರಷ್ಟಾಚಾರ ಓಡಿಸಿ" "SAY NO TO CORRUPTION" "FREE THE SOCIETY FROM CORRUPTION" ಎಂಬ ಘೋಷಣೆ ಕೂಗಿದರು. ಜಾಥಾವು ಗಾಂಧಿನಗರ, ರಾಯಲ್ ವೃತ್ತ, ಮೀನಾಕ್ಷಿ ವೃತ್ತ, ಬೆಂಗಳೂರು ರಸ್ತೆ, ದುರ್ಗಮ್ಮ ಗುಡಿ, ಗಡಿಗಿ ಚನ್ನಪ್ಪ ವೃತ್ತ ಮಾರ್ಗವಾಗಿ ಸಾಗಿ ಪ್ರಧಾನ ಕಚೇರಿಗೆ ಮರಳಿತು. ಈ ಜಾಥಾದಲ್ಲಿ ಬ್ಯಾಂಕಿನ ಪ್ರಧಾನ ಪ್ರಬಂಧಕರು, ಪ್ರಾದೇಶಿಕ ವ್ಯವಸ್ಥಾಪಕರು, ಪ್ರಧಾನ ಕಚೇರಿಯ ಹಾಗೂ ಪ್ರಾದೇಶಿಕ ಕಚೇರಿ ಸಿಬ್ಬಂದಿಗಳು ಪಾಲ್ಗೊಂಡಿದ್ದರು. <box>180 1037 342 1170</box>
court-notice: IN THE COURT OF THE HONOURABLE ADDITIONAL CIVIL JUDGE AND J.M.F.C. HOSAPETE. Cri.M.C.No126 /2024 Krishnappa Harijana & others ..........Petitioners -Vs- The Municipal commissioner -cum- Registrar Birth & Deaths C.M.C., Hospete. ..........Respondent To, Whom so ever it may concern. WHEREAS the above named petitioner (1) Krishnappa Harijana son of Late Galeppa, aged about 56 years, Agriculturist, (2) Hanumavva D/o Late Galeppa, aged about 54 years, Housewife, R/o No.1 and 2 are residents of Ramnagar village, Nagenahalli post, Hosapete taluk, Vijayanagara district, (3) Lakshmanna son of Late Galemma, aged about 55 years, Agriculturist, (4) Lokshmi W/o Late Galeppa, aged about 44 years, Housewife, (5) Sanna Galeppa son of Late Galemma, aged about 41 years, Agriculturist, petitioner No.3 to 5 are residents of 13th Ward, near Ganesh Temple, T.B.Dam, Hosapete taluk, Vijayanagara district (6). Huligemma wife of Tayappa, aged about 43 years, Housewife, R/o Marabbihal village, H.B.Halli taluk, Vijayanagara district have filed the petition under section 13(3) of Registration of birth and death Act, seeking the direction of this court to issue direction to the respondent to enter the date of death of Huligemma wife of Late Banada Tayappa who died on 15/05/2015 at her residence at 13th Ward, near Ganesh Temple. T.B.Dam, Hosapete. who is the father's brother's wife of the Petitioner No.1 to 3, 5 and 6 and husbands's brother's wife of the Petitioner No.4. WHEREAS, if any persons interested with respect to the above proceedings are hereby noticed to appear in this court in person or by pleader duly able to answer all material question relating to the said petition on 27/11/2024 at about 11-00 A.M. otherwise the matter will be heard and determined. Given under my hand and seal of this court on this 28th day of October 2024 By order of the court. From, karl.Pakkrappa. Anganti Manjunath. Advocates, Hosapete. Sairestedar Additional Civil Judge & JMFC court Hosapete. <box>482 1136 696 1466</box>
section-rule <box>356 1056 698 1057</box>
